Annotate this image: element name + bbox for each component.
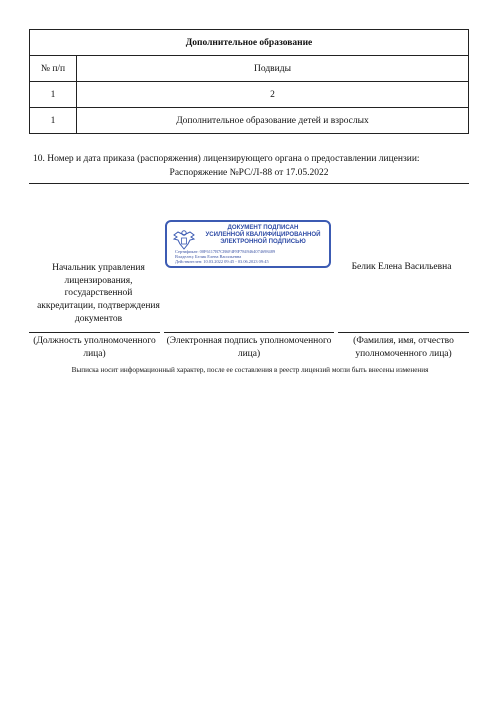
stamp-owner: Владелец: Белик Елена Васильевна — [175, 254, 242, 259]
index-cell: 1 — [30, 82, 77, 108]
table-row — [30, 108, 469, 134]
order-number: Распоряжение №РС/Л-88 от 17.05.2022 — [169, 168, 329, 178]
caption-name: (Фамилия, имя, отчество уполномоченного лица) — [353, 336, 454, 359]
stamp-title-line: ЭЛЕКТРОННОЙ ПОДПИСЬЮ — [220, 238, 306, 245]
stamp-title-line: УСИЛЕННОЙ КВАЛИФИЦИРОВАННОЙ — [205, 231, 321, 238]
additional-education-table — [29, 29, 469, 134]
divider — [29, 183, 469, 184]
index-cell: 2 — [77, 82, 469, 108]
table-index-row — [30, 82, 469, 108]
footnote: Выписка носит информационный характер, после ее составления в реестр лицензий могли быть внесены изменения — [71, 366, 429, 374]
header-number: № п/п — [30, 56, 77, 82]
electronic-signature-stamp — [165, 220, 331, 268]
official-position: Начальник управления лицензирования, государственной аккредитации, подтверждения документов — [37, 263, 160, 324]
stamp-validity: Действителен: 10.03.2022 09:45 - 03.06.2023 09:45 — [175, 259, 269, 264]
stamp-title-line: ДОКУМЕНТ ПОДПИСАН — [227, 224, 299, 231]
row-subtype: Дополнительное образование детей и взрослых — [77, 108, 469, 134]
signature-line — [164, 332, 334, 333]
table-header-row — [30, 56, 469, 82]
stamp-certificate: Сертификат: 00F6117B7CB6F4F8F7849464074698489 — [175, 249, 276, 254]
caption-signature: (Электронная подпись уполномоченного лица) — [166, 336, 332, 359]
table-title-row — [30, 30, 469, 56]
header-subtypes: Подвиды — [77, 56, 469, 82]
signature-line — [29, 332, 160, 333]
caption-position: (Должность уполномоченного лица) — [33, 336, 156, 359]
official-name: Белик Елена Васильевна — [351, 262, 452, 272]
signature-line — [338, 332, 469, 333]
item-10-label: 10. Номер и дата приказа (распоряжения) лицензирующего органа о предоставлении лицензии: — [33, 154, 420, 164]
row-number: 1 — [30, 108, 77, 134]
table-title: Дополнительное образование — [30, 30, 469, 56]
